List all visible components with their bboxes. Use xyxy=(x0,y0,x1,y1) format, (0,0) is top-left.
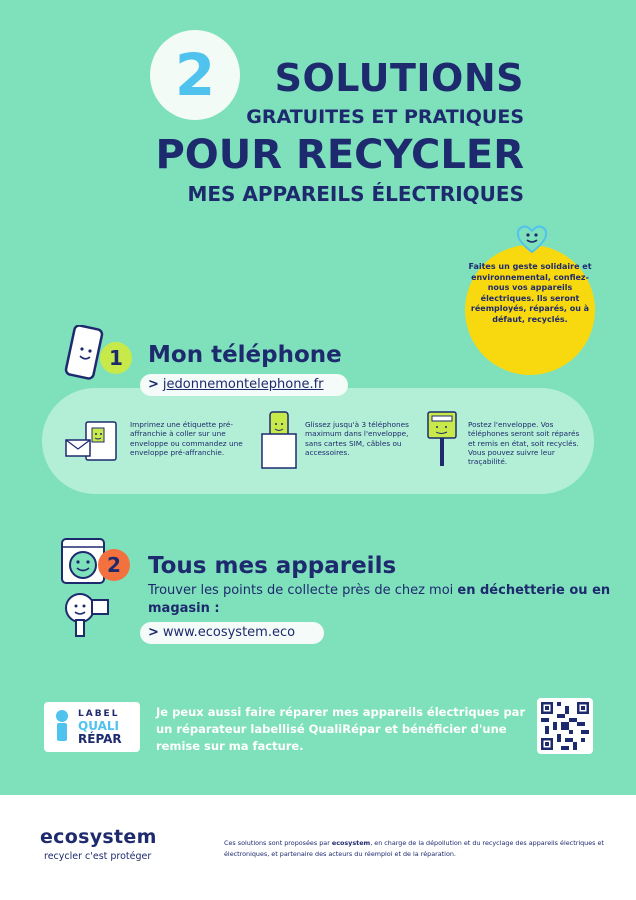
footer-note xyxy=(224,838,604,860)
info-bubble-text: Faites un geste solidaire et environnemental, confiez-nous vos appareils électriques. Ils seront réemployés, réparés, ou à défaut, recyclés. xyxy=(468,262,592,324)
headline-appareils: MES APPAREILS ÉLECTRIQUES xyxy=(187,182,524,206)
section2-title: Tous mes appareils xyxy=(148,553,397,579)
wrench-person-icon xyxy=(50,708,74,744)
step3-text: Postez l'enveloppe. Vos téléphones seront soit réparés et remis en état, soit recyclés. Vous pouvez suivre leur traçabilité. xyxy=(468,420,580,467)
label-word: LABEL xyxy=(78,709,120,719)
label-repar: RÉPAR xyxy=(78,732,122,746)
chevron-right-icon: > xyxy=(148,377,159,392)
step1-text: Imprimez une étiquette pré-affranchie à coller sur une enveloppe ou commandez une enveloppe pré-affranchie. xyxy=(130,420,243,457)
mailbox-icon xyxy=(424,410,460,470)
headline-number: 2 xyxy=(174,41,216,109)
headline-solutions: SOLUTIONS xyxy=(274,56,524,100)
footer-note-suffix: , en charge de la dépollution et du recyclage des appareils électriques et électroniques, et partenaire des acteurs du réemploi et de la réparation. xyxy=(224,839,604,858)
section2-text-plain: Trouver les points de collecte près de chez moi xyxy=(148,583,458,598)
qr-code[interactable] xyxy=(537,698,593,754)
headline-gratuites: GRATUITES ET PRATIQUES xyxy=(246,106,524,128)
jedonne-link-text: jedonnemontelephone.fr xyxy=(162,377,324,392)
chevron-right-icon: > xyxy=(148,625,159,640)
jedonne-link[interactable] xyxy=(140,374,348,396)
footer-note-brand: ecosystem xyxy=(331,839,371,847)
section1-title: Mon téléphone xyxy=(148,342,342,368)
envelope-label-icon xyxy=(62,416,122,466)
ecosystem-link[interactable] xyxy=(140,622,324,644)
step2-text: Glissez jusqu'à 3 téléphones maximum dans l'enveloppe, sans cartes SIM, câbles ou accessoires. xyxy=(305,420,409,457)
repair-text: Je peux aussi faire réparer mes appareils électriques par un réparateur labellisé QualiRépar et bénéficier d'une remise sur ma facture. xyxy=(156,705,526,753)
hair-dryer-icon xyxy=(62,590,112,638)
headline-pour-recycler: POUR RECYCLER xyxy=(155,132,524,178)
step-number-2: 2 xyxy=(98,549,130,581)
ecosystem-tagline: recycler c'est protéger xyxy=(44,851,152,862)
ecosystem-link-text: www.ecosystem.eco xyxy=(162,625,296,640)
qualirepar-label-logo xyxy=(44,702,140,752)
footer-note-prefix: Ces solutions sont proposées par xyxy=(224,839,332,847)
label-quali: QUALI xyxy=(78,719,119,733)
ecosystem-logo: ecosystem xyxy=(40,826,157,848)
envelope-phone-icon xyxy=(258,410,300,472)
step-number-1: 1 xyxy=(100,342,132,374)
section2-text-bold: en déchetterie ou en magasin : xyxy=(148,583,611,616)
qr-code-icon xyxy=(541,702,589,750)
section2-text xyxy=(148,582,618,618)
heart-icon xyxy=(515,222,549,256)
